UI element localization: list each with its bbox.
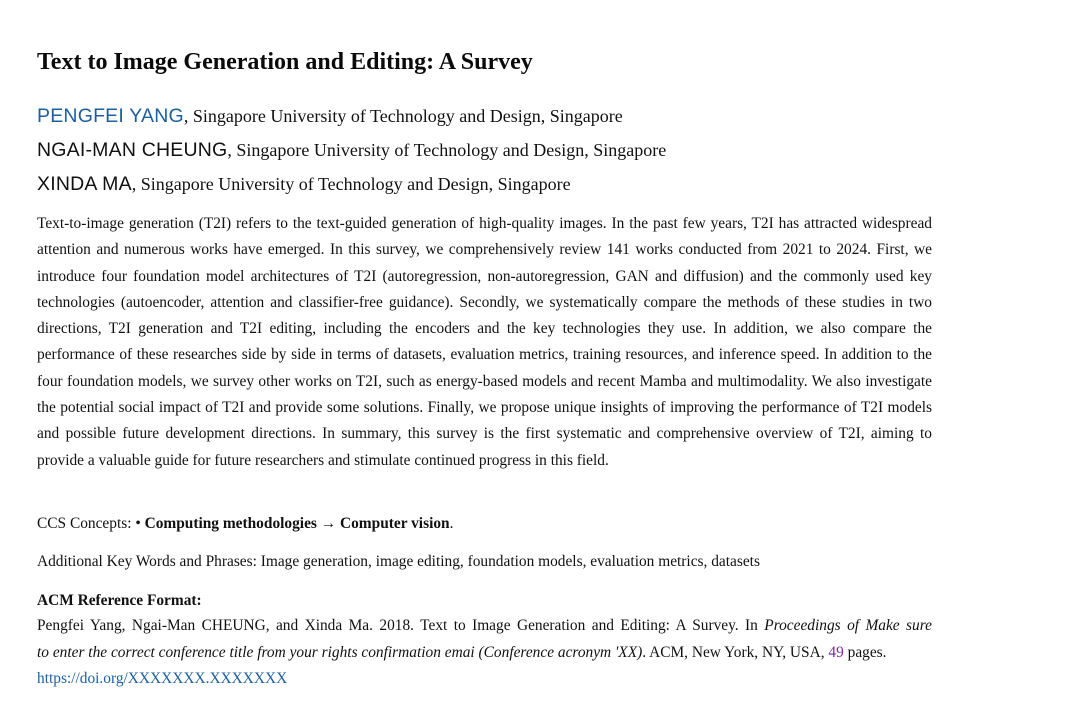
author-entry <box>37 134 666 168</box>
acm-citation-text: Pengfei Yang, Ngai-Man CHEUNG, and Xinda Ma. 2018. Text to Image Generation and Editing: A Survey. In <box>37 617 765 634</box>
acm-publisher: . ACM, New York, NY, USA, <box>642 643 829 661</box>
author-entry <box>37 168 666 202</box>
author-affiliation: , Singapore University of Technology and Design, Singapore <box>183 106 623 126</box>
ccs-concept: Computing methodologies <box>144 515 317 532</box>
ccs-subconcept: Computer vision <box>340 515 450 532</box>
author-affiliation: , Singapore University of Technology and Design, Singapore <box>227 140 667 160</box>
ccs-concepts <box>37 511 453 537</box>
doi-link[interactable]: https://doi.org/XXXXXXX.XXXXXXX <box>37 670 288 687</box>
author-entry <box>37 100 666 134</box>
acm-proceedings-title: Proceedings of Make sure <box>764 617 932 634</box>
keywords-line: Additional Key Words and Phrases: Image generation, image editing, foundation models, evaluation metrics, datasets <box>37 553 760 570</box>
abstract-text: Text-to-image generation (T2I) refers to the text-guided generation of high-quality images. In the past few years, T2I has attracted widespread attention and numerous works have emerged. In this survey, we comprehensively review 141 works conducted from 2021 to 2024. First, we introduce four foundation model architectures of T2I (autoregression, non-autoregression, GAN and diffusion) and the commonly used key technologies (autoencoder, attention and classifier-free guidance). Secondly, we systematically compare the methods of these studies in two directions, T2I generation and T2I editing, including the encoders and the key technologies they use. In addition, we also compare the performance of these researches side by side in terms of datasets, evaluation metrics, training resources, and inference speed. In addition to the four foundation models, we survey other works on T2I, such as energy-based models and recent Mamba and multimodality. We also investigate the potential social impact of T2I and provide some solutions. Finally, we propose unique insights of improving the performance of T2I models and possible future development directions. In summary, this survey is the first systematic and comprehensive overview of T2I, aiming to provide a valuable guide for future researchers and stimulate continued progress in this field. <box>37 215 932 469</box>
ccs-label: CCS Concepts: <box>37 515 136 532</box>
author-name-link[interactable]: PENGFEI YANG <box>37 105 184 127</box>
acm-reference-line-1 <box>37 613 932 640</box>
pages-suffix: pages. <box>843 643 887 661</box>
author-name: XINDA MA <box>37 173 132 195</box>
ccs-bullet: • <box>135 515 145 532</box>
author-list <box>37 100 666 202</box>
acm-reference-body <box>37 613 932 693</box>
acm-reference-line-2 <box>37 640 932 667</box>
acm-proceedings-title-cont: to enter the correct conference title from your rights confirmation emai (Conference acronym 'XX) <box>37 643 643 661</box>
author-name: NGAI-MAN CHEUNG <box>37 139 228 161</box>
acm-reference-heading: ACM Reference Format: <box>37 592 202 609</box>
acm-reference-line-3 <box>37 666 932 693</box>
paper-title: Text to Image Generation and Editing: A Survey <box>37 49 533 75</box>
ccs-arrow: → <box>316 515 340 532</box>
author-affiliation: , Singapore University of Technology and Design, Singapore <box>131 174 571 194</box>
ccs-end: . <box>449 515 454 532</box>
pages-link[interactable]: 49 <box>828 643 844 661</box>
